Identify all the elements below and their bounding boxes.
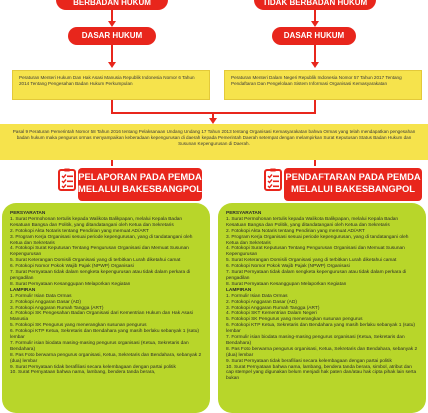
- lampiran-list: [226, 294, 418, 383]
- dasar-hukum-left: DASAR HUKUM: [68, 27, 156, 45]
- list-item: 7. Formulir isian biodata masing-masing pengurus organisasi (Ketua, Sekretaris dan Bendahara): [226, 335, 405, 346]
- list-item: 4. Fotokopi SKT Kementrian Dalam Negeri: [226, 311, 317, 317]
- left-panel-header: [52, 168, 202, 198]
- persyaratan-heading: PERSYARATAN: [226, 211, 262, 216]
- list-item: 6. Fotokopi Nomor Pokok Wajib Pajak (NPWP) Organisasi: [226, 264, 350, 270]
- list-item: 4. Fotokopi Surat Keputusan Tentang Pengurusan Organisasi dan Memuat Susunan Kepengurusan: [226, 246, 405, 258]
- right-panel-header: [258, 168, 422, 198]
- arrow-left-2: [108, 62, 116, 68]
- persyaratan-heading: PERSYARATAN: [10, 211, 46, 216]
- list-item: 4. Fotokopi Surat Keputusan Tentang Pengurusan Organisasi dan Memuat Susunan Kepengurusan: [10, 246, 189, 258]
- left-requirements-panel: [2, 203, 210, 413]
- right-title-line2: MELALUI BAKESBANGPOL: [291, 183, 415, 194]
- pasal-9-box: Pasal 9 Peraturan Pemerintah Nomor 58 Tahun 2016 tentang Pelaksanaan Undang Undang 17 Tahun 2013 tentang Organisasi Kemasyarakatan bahwa Ormas yang telah mendapatkan pengesahan badan hukum maka pengurus ormas menyampaikan keberadaan kepengurusan di daerah kepada Pemerintah Daerah setempat dengan melampirkan Surat Keputusan Status Badan Hukum dan Susunan Kepengurusan di Daerah.: [0, 124, 428, 160]
- list-item: 8. Surat Pernyataan Kesanggupan Melaporkan Kegiatan: [10, 281, 131, 287]
- list-item: 3. Fotokopi Anggaran Rumah Tangga (ART): [10, 305, 104, 311]
- list-item: 9. Surat Pernyataan tidak berafiliasi secara kelembagaan dengan partai politik: [10, 364, 176, 370]
- arrow-right-2: [311, 62, 319, 68]
- list-item: 2. Fotokopi Akta Notaris tentang Pendirian yang memuat AD/ART: [10, 228, 149, 234]
- list-item: 7. Surat Pernyataan tidak dalam sengketa kepengurusan atau tidak dalam perkara di pengadilan: [226, 270, 407, 281]
- list-item: 7. Formulir isian biodata masing-masing pengurus organisasi (Ketua, Sekretaris dan Bendahara): [10, 340, 189, 352]
- list-item: 5. Surat Keterangan Domisili Organisasi yang di terbitkan Lurah diketahui camat: [10, 258, 181, 264]
- list-item: 6. Fotokopi Nomor Pokok Wajib Pajak (NPWP) Organisasi: [10, 264, 134, 270]
- list-item: 6. Fotokopi KTP Ketua, Sekretaris dan Bendahara yang masih berlaku sebanyak 1 (satu) lembar: [10, 329, 199, 341]
- list-item: 10. Surat Pernyataan bahwa nama, lambang, bendera tanda berara,: [10, 370, 156, 376]
- right-title-line1: PENDAFTARAN PADA PEMDA: [285, 171, 421, 182]
- list-item: 5. Surat Keterangan Domisili Organisasi yang di terbitkan Lurah diketahui camat: [226, 258, 397, 264]
- list-item: 1. Surat Permohonan tertulis kepada Walikota Balikpapan, melalui Kepala Badan Kesatuan Bangsa dan Politik, yang ditandatangani oleh Ketua dan Sekretaris: [10, 216, 183, 228]
- list-item: 1. Formulir Isian Data Ormas: [10, 293, 72, 299]
- list-item: 8. Pas Foto berwarna pengurus organisasi, Ketua, Sekretaris dan Bendahara, sebanyak 2 (dua) lembar: [10, 352, 202, 364]
- lampiran-list: [10, 294, 202, 377]
- list-item: 8. Surat Pernyataan Kesanggupan Melaporkan Kegiatan: [226, 281, 347, 287]
- persyaratan-list: [226, 217, 418, 288]
- connector-left-4: [111, 160, 113, 166]
- regulation-right-box: Peraturan Menteri Dalam Negeri Republik Indonesia Nomor 57 Tahun 2017 Tentang Pendaftaran Dan Pengelolaan Sistem Informasi Organisasi Kemasyarakatan: [224, 70, 422, 100]
- list-item: 1. Surat Permohonan tertulis kepada Walikota Balikpapan, melalui Kepala Badan Kesatuan Bangsa dan Politik, yang ditandatangani oleh Ketua dan Sekretaris: [226, 216, 399, 228]
- lampiran-heading: LAMPIRAN: [226, 287, 252, 293]
- connector-right-4: [314, 160, 316, 166]
- dasar-hukum-right: DASAR HUKUM: [272, 27, 356, 45]
- tidak-berbadan-hukum-pill: TIDAK BERBADAN HUKUM: [254, 0, 376, 10]
- list-item: 3. Program Kerja Organisasi sesuai periode kepengurusan, yang di tandatangani oleh Ketua dan Sekretaris: [10, 234, 193, 246]
- list-item: 9. Surat Pernyataan tidak berafiliasi secara kelembagaan dengan partai politik: [226, 358, 392, 364]
- berbadan-hukum-pill: BERBADAN HUKUM: [56, 0, 168, 10]
- list-item: 2. Fotokopi Akta Notaris tentang Pendirian yang memuat AD/ART: [226, 228, 365, 234]
- left-title-line2: MELALUI BAKESBANGPOL: [78, 183, 202, 194]
- left-title-line1: PELAPORAN PADA PEMDA: [78, 171, 202, 182]
- list-item: 10. Surat Pernyataan bahwa nama, lambang, bendera tanda berara, simbol, atribut dan cap stempel yang digunakan belum menjadi hak paten dan/atau hak cipta pihak lain serta bukan: [226, 364, 417, 382]
- list-item: 3. Fotokopi Anggaran Rumah Tangga (ART): [226, 305, 320, 311]
- list-item: 1. Formulir Isian Data Ormas: [226, 293, 288, 299]
- right-requirements-panel: [218, 203, 426, 413]
- lampiran-heading: LAMPIRAN: [10, 287, 36, 293]
- list-item: 4. Fotokopi SK Pengesahan Badan Organisasi dari Kementrian Hukum dan Hak Asasi Manusia: [10, 311, 193, 323]
- regulation-left-box: Peraturan Menteri Hukum Dan Hak Asasi Manusia Republik Indonesia Nomor 6 Tahun 2014 Tentang Pengesahan Badan Hukum Perkumpulan: [12, 70, 210, 100]
- list-item: 5. Fotokopi SK Pengurus yang menerangkan susunan pengurus: [10, 323, 147, 329]
- list-item: 5. Fotokopi SK Pengurus yang menerangkan susunan pengurus: [226, 317, 363, 323]
- list-item: 2. Fotokopi Anggaran Dasar (AD): [226, 299, 297, 305]
- list-item: 8. Pas Foto berwarna pengurus organisasi, Ketua, Sekretaris dan Bendahara, sebanyak 2 (dua) lembar: [226, 346, 418, 358]
- list-item: 2. Fotokopi Anggaran Dasar (AD): [10, 299, 81, 305]
- persyaratan-list: [10, 217, 202, 288]
- list-item: 7. Surat Pernyataan tidak dalam sengketa kepengurusan atau tidak dalam perkara di pengadilan: [10, 270, 191, 281]
- list-item: 6. Fotokopi KTP Ketua, Sekretaris dan Bendahara yang masih berlaku sebanyak 1 (satu) lembar: [226, 323, 415, 335]
- list-item: 3. Program Kerja Organisasi sesuai periode kepengurusan, yang di tandatangani oleh Ketua dan Sekretaris: [226, 234, 409, 246]
